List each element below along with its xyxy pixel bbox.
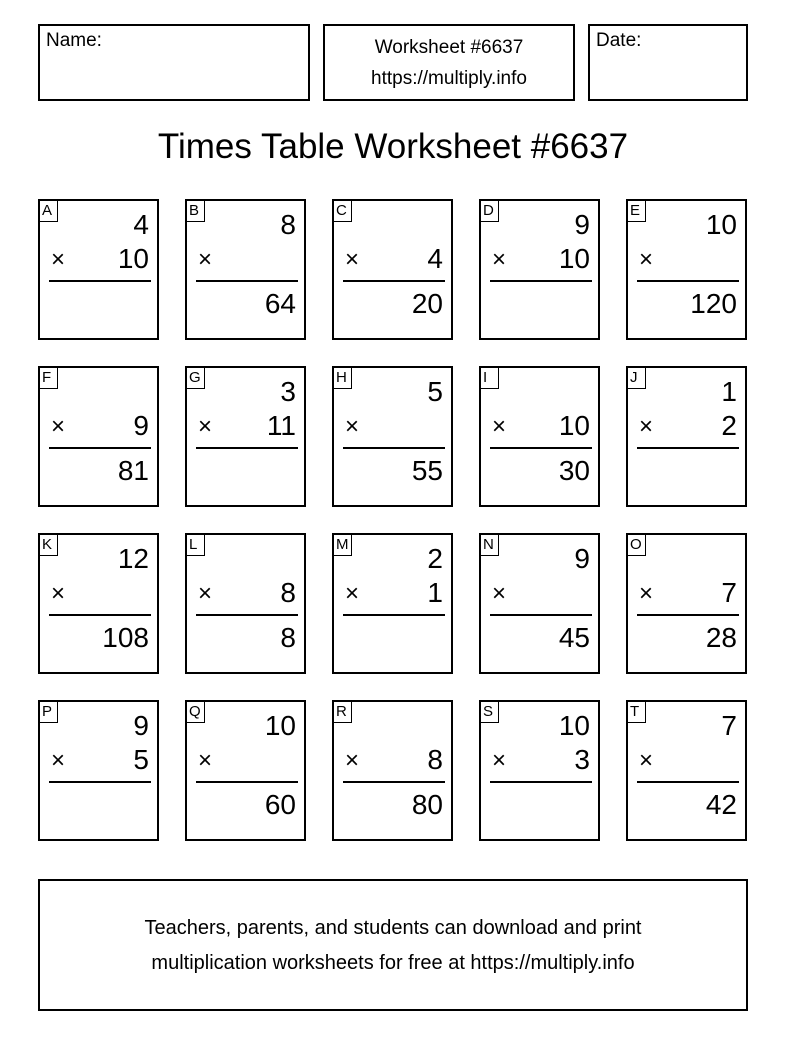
multiplier: 10 <box>558 243 590 274</box>
multiplicand: 9 <box>133 710 149 741</box>
problem-card <box>38 366 159 507</box>
times-sign: × <box>345 580 360 607</box>
problem-card <box>626 533 747 674</box>
problem-card <box>185 700 306 841</box>
problem-letter: B <box>187 201 205 222</box>
answer-rule <box>490 781 592 783</box>
multiplier: 10 <box>558 410 590 441</box>
answer-rule <box>637 280 739 282</box>
problem-letter: L <box>187 535 205 556</box>
times-sign: × <box>51 580 66 607</box>
problem-letter: R <box>334 702 352 723</box>
date-label: Date: <box>596 30 642 51</box>
problem-card <box>479 533 600 674</box>
date-box <box>588 24 748 101</box>
times-sign: × <box>492 413 507 440</box>
problem-letter: Q <box>187 702 205 723</box>
answer-rule <box>637 614 739 616</box>
multiplier: 8 <box>280 577 296 608</box>
problem-letter: A <box>40 201 58 222</box>
answer-rule <box>196 447 298 449</box>
multiplier: 1 <box>427 577 443 608</box>
times-sign: × <box>492 246 507 273</box>
name-label: Name: <box>46 30 102 51</box>
product: 42 <box>705 789 737 820</box>
answer-rule <box>490 614 592 616</box>
problem-letter: F <box>40 368 58 389</box>
problem-letter: M <box>334 535 352 556</box>
footer-box <box>38 879 748 1011</box>
problem-letter: H <box>334 368 352 389</box>
times-sign: × <box>51 413 66 440</box>
product: 81 <box>117 455 149 486</box>
multiplier: 2 <box>721 410 737 441</box>
multiplicand: 9 <box>574 209 590 240</box>
answer-rule <box>49 280 151 282</box>
answer-rule <box>196 614 298 616</box>
product: 28 <box>705 622 737 653</box>
multiplier: 9 <box>133 410 149 441</box>
answer-rule <box>343 781 445 783</box>
page-title: Times Table Worksheet #6637 <box>157 127 629 166</box>
problem-card <box>185 366 306 507</box>
answer-rule <box>490 280 592 282</box>
problem-letter: T <box>628 702 646 723</box>
problem-card <box>185 199 306 340</box>
problem-card <box>38 533 159 674</box>
worksheet-number: Worksheet #6637 <box>374 37 524 58</box>
answer-rule <box>196 781 298 783</box>
problem-letter: J <box>628 368 646 389</box>
times-sign: × <box>51 246 66 273</box>
product: 60 <box>264 789 296 820</box>
multiplier: 7 <box>721 577 737 608</box>
problem-card <box>626 366 747 507</box>
problem-card <box>626 199 747 340</box>
answer-rule <box>49 614 151 616</box>
multiplier: 3 <box>574 744 590 775</box>
multiplier: 4 <box>427 243 443 274</box>
problem-card <box>332 533 453 674</box>
problem-card <box>479 700 600 841</box>
footer-line-2: multiplication worksheets for free at https://multiply.info <box>151 952 635 974</box>
times-sign: × <box>198 580 213 607</box>
problem-letter: G <box>187 368 205 389</box>
times-sign: × <box>639 580 654 607</box>
times-sign: × <box>345 747 360 774</box>
product: 8 <box>280 622 296 653</box>
times-sign: × <box>492 747 507 774</box>
problem-letter: S <box>481 702 499 723</box>
answer-rule <box>490 447 592 449</box>
problem-card <box>332 700 453 841</box>
multiplicand: 10 <box>264 710 296 741</box>
problem-card <box>626 700 747 841</box>
multiplicand: 5 <box>427 376 443 407</box>
answer-rule <box>637 781 739 783</box>
problem-letter: N <box>481 535 499 556</box>
multiplicand: 3 <box>280 376 296 407</box>
times-sign: × <box>198 413 213 440</box>
multiplier: 11 <box>266 410 296 441</box>
multiplicand: 7 <box>721 710 737 741</box>
problem-card <box>38 700 159 841</box>
times-sign: × <box>492 580 507 607</box>
times-sign: × <box>345 246 360 273</box>
problem-letter: C <box>334 201 352 222</box>
problem-card <box>332 199 453 340</box>
problem-card <box>332 366 453 507</box>
worksheet-url: https://multiply.info <box>371 68 527 89</box>
multiplicand: 1 <box>721 376 737 407</box>
multiplier: 8 <box>427 744 443 775</box>
answer-rule <box>343 447 445 449</box>
problem-letter: D <box>481 201 499 222</box>
multiplicand: 10 <box>705 209 737 240</box>
problem-letter: O <box>628 535 646 556</box>
times-sign: × <box>198 747 213 774</box>
product: 45 <box>558 622 590 653</box>
times-sign: × <box>51 747 66 774</box>
multiplicand: 2 <box>427 543 443 574</box>
problem-card <box>479 199 600 340</box>
multiplicand: 10 <box>558 710 590 741</box>
answer-rule <box>49 781 151 783</box>
multiplicand: 4 <box>133 209 149 240</box>
problem-letter: I <box>481 368 499 389</box>
multiplicand: 12 <box>117 543 149 574</box>
problem-letter: K <box>40 535 58 556</box>
product: 55 <box>411 455 443 486</box>
problem-card <box>479 366 600 507</box>
times-sign: × <box>639 747 654 774</box>
answer-rule <box>49 447 151 449</box>
product: 80 <box>411 789 443 820</box>
answer-rule <box>196 280 298 282</box>
problem-card <box>38 199 159 340</box>
problem-letter: P <box>40 702 58 723</box>
times-sign: × <box>639 246 654 273</box>
answer-rule <box>343 280 445 282</box>
multiplier: 10 <box>117 243 149 274</box>
times-sign: × <box>345 413 360 440</box>
multiplicand: 9 <box>574 543 590 574</box>
product: 64 <box>264 288 296 319</box>
multiplicand: 8 <box>280 209 296 240</box>
times-sign: × <box>198 246 213 273</box>
product: 108 <box>102 622 149 653</box>
answer-rule <box>343 614 445 616</box>
multiplier: 5 <box>133 744 149 775</box>
footer-line-1: Teachers, parents, and students can download and print <box>144 917 642 939</box>
name-box <box>38 24 310 101</box>
product: 30 <box>558 455 590 486</box>
worksheet-info-box <box>323 24 575 101</box>
product: 20 <box>411 288 443 319</box>
product: 120 <box>690 288 737 319</box>
problem-letter: E <box>628 201 646 222</box>
problem-card <box>185 533 306 674</box>
times-sign: × <box>639 413 654 440</box>
answer-rule <box>637 447 739 449</box>
